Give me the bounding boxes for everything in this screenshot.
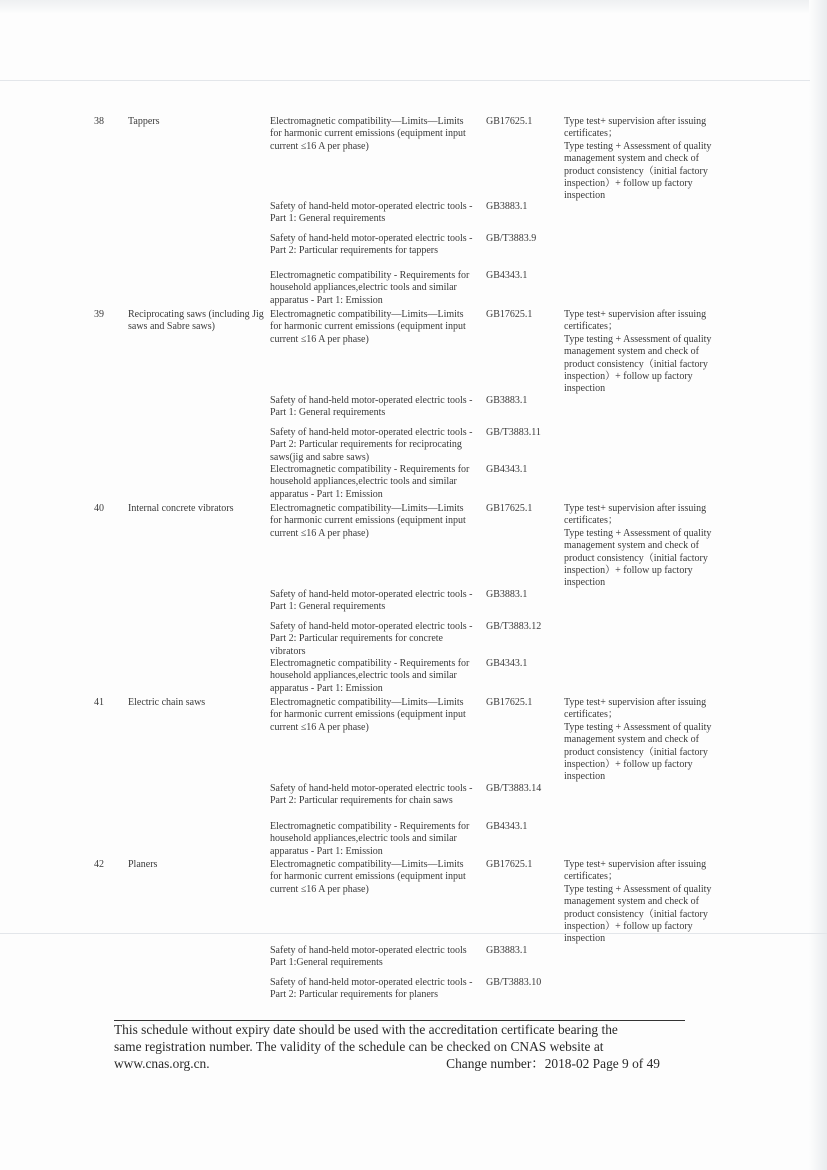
standard-title: Electromagnetic compatibility—Limits—Limits for harmonic current emissions (equipment input current ≤16 A per phase)	[270, 859, 466, 895]
item-number: 39	[94, 309, 104, 320]
standard-title: Safety of hand-held motor-operated electric tools - Part 1: General requirements	[270, 201, 473, 225]
footer-line-3	[114, 1055, 660, 1072]
item-number: 38	[94, 116, 104, 127]
product-name: Planers	[128, 859, 158, 870]
standard-title: Safety of hand-held motor-operated electric tools - Part 2: Particular requirements for tappers	[270, 233, 473, 257]
standard-title: Electromagnetic compatibility - Requirements for household appliances,electric tools and similar apparatus - Part 1: Emission	[270, 464, 470, 500]
footer-change-number: Change number：2018-02 Page 9 of 49	[446, 1056, 660, 1071]
standard-title: Electromagnetic compatibility - Requirements for household appliances,electric tools and similar apparatus - Part 1: Emission	[270, 658, 470, 694]
standard-title: Electromagnetic compatibility—Limits—Limits for harmonic current emissions (equipment input current ≤16 A per phase)	[270, 503, 466, 539]
standard-code: GB4343.1	[486, 464, 528, 475]
standard-code: GB/T3883.14	[486, 783, 542, 794]
standard-code: GB17625.1	[486, 697, 533, 708]
scan-shadow-right	[809, 0, 827, 1170]
standard-title: Electromagnetic compatibility - Requirements for household appliances,electric tools and similar apparatus - Part 1: Emission	[270, 270, 470, 306]
standard-title: Safety of hand-held motor-operated electric tools - Part 1: General requirements	[270, 395, 473, 419]
standard-code: GB3883.1	[486, 201, 528, 212]
item-number: 42	[94, 859, 104, 870]
certification-rule: Type test+ supervision after issuing certificates； Type testing + Assessment of quality management system and check of product consistency（initial factory inspection）+ follow up factory inspection	[564, 697, 712, 783]
standard-title: Electromagnetic compatibility—Limits—Limits for harmonic current emissions (equipment input current ≤16 A per phase)	[270, 697, 466, 733]
product-name: Electric chain saws	[128, 697, 206, 708]
standard-code: GB/T3883.9	[486, 233, 537, 244]
footer-line-1: This schedule without expiry date should be used with the accreditation certificate bearing the	[114, 1022, 618, 1037]
standard-code: GB3883.1	[486, 395, 528, 406]
item-number: 40	[94, 503, 104, 514]
standard-title: Safety of hand-held motor-operated electric tools - Part 2: Particular requirements for chain saws	[270, 783, 473, 807]
standard-title: Safety of hand-held motor-operated electric tools - Part 2: Particular requirements for reciprocating saws(jig and sabre saws)	[270, 427, 473, 463]
standard-code: GB/T3883.11	[486, 427, 541, 438]
standard-code: GB17625.1	[486, 309, 533, 320]
product-name: Tappers	[128, 116, 160, 127]
standard-title: Electromagnetic compatibility - Requirements for household appliances,electric tools and similar apparatus - Part 1: Emission	[270, 821, 470, 857]
standard-code: GB17625.1	[486, 859, 533, 870]
certification-rule: Type test+ supervision after issuing certificates； Type testing + Assessment of quality management system and check of product consistency（initial factory inspection）+ follow up factory inspection	[564, 116, 712, 202]
scan-artifact-line	[0, 80, 810, 81]
standard-title: Safety of hand-held motor-operated electric tools - Part 2: Particular requirements for planers	[270, 977, 473, 1001]
standard-title: Electromagnetic compatibility—Limits—Limits for harmonic current emissions (equipment input current ≤16 A per phase)	[270, 116, 466, 152]
certification-rule: Type test+ supervision after issuing certificates； Type testing + Assessment of quality management system and check of product consistency（initial factory inspection）+ follow up factory inspection	[564, 859, 712, 945]
standard-title: Safety of hand-held motor-operated electric tools Part 1:General requirements	[270, 945, 467, 969]
standard-code: GB4343.1	[486, 270, 528, 281]
standard-code: GB/T3883.10	[486, 977, 542, 988]
standard-title: Electromagnetic compatibility—Limits—Limits for harmonic current emissions (equipment input current ≤16 A per phase)	[270, 309, 466, 345]
standard-title: Safety of hand-held motor-operated electric tools - Part 1: General requirements	[270, 589, 473, 613]
standard-code: GB4343.1	[486, 658, 528, 669]
standard-code: GB3883.1	[486, 589, 528, 600]
standard-code: GB17625.1	[486, 116, 533, 127]
standard-code: GB/T3883.12	[486, 621, 542, 632]
footer-website: www.cnas.org.cn.	[114, 1056, 210, 1071]
certification-rule: Type test+ supervision after issuing certificates； Type testing + Assessment of quality management system and check of product consistency（initial factory inspection）+ follow up factory inspection	[564, 309, 712, 395]
product-name: Reciprocating saws (including Jig saws and Sabre saws)	[128, 309, 264, 333]
certification-rule: Type test+ supervision after issuing certificates； Type testing + Assessment of quality management system and check of product consistency（initial factory inspection）+ follow up factory inspection	[564, 503, 712, 589]
standard-title: Safety of hand-held motor-operated electric tools - Part 2: Particular requirements for concrete vibrators	[270, 621, 473, 657]
standard-code: GB4343.1	[486, 821, 528, 832]
item-number: 41	[94, 697, 104, 708]
footer-line-2: same registration number. The validity of the schedule can be checked on CNAS website at	[114, 1039, 604, 1054]
standard-code: GB3883.1	[486, 945, 528, 956]
scan-shadow-top	[0, 0, 827, 14]
standard-code: GB17625.1	[486, 503, 533, 514]
product-name: Internal concrete vibrators	[128, 503, 234, 514]
footer-note	[114, 1021, 674, 1072]
